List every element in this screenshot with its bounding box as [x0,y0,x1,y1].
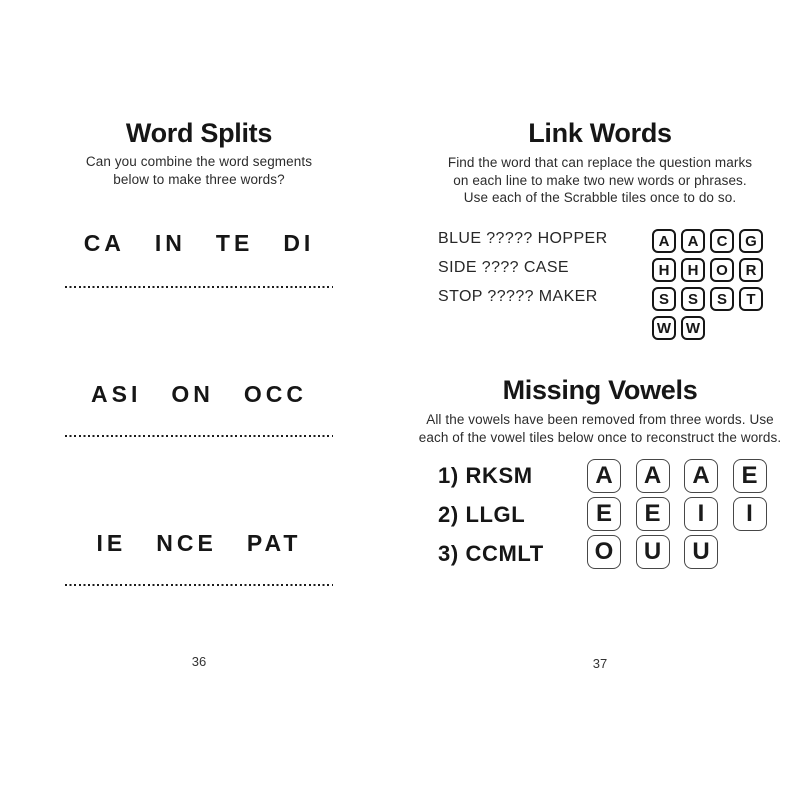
letter-tile-e: E [733,459,767,493]
instruction-line: Can you combine the word segments [85,154,313,169]
missing-vowels-instructions [415,411,785,446]
link-words-clue: STOP ????? MAKER [438,288,598,305]
tile-row [587,497,767,531]
word-segment: OCC [243,381,307,407]
word-segment: PAT [246,530,302,556]
word-segment: IN [154,230,186,256]
link-words-clues [438,230,648,317]
letter-tile-s: S [710,287,734,311]
missing-vowels-tile-grid [587,459,767,569]
letter-tile-e: E [587,497,621,531]
instruction-line: Find the word that can replace the question marks [447,155,753,170]
letter-tile-w: W [652,316,676,340]
word-splits-segments-row-3 [65,530,333,557]
answer-dotted-line [65,286,333,288]
missing-vowels-item: 1) RKSM [438,463,533,488]
word-segment: DI [283,230,315,256]
letter-tile-g: G [739,229,763,253]
link-words-instructions [418,154,782,207]
tile-row [587,535,767,569]
link-words-clue: SIDE ???? CASE [438,259,569,276]
letter-tile-o: O [710,258,734,282]
word-segment: TE [215,230,254,256]
instruction-line: below to make three words? [113,171,285,187]
word-segment: NCE [156,530,217,556]
tile-row [652,316,763,340]
letter-tile-a: A [636,459,670,493]
letter-tile-i: I [733,497,767,531]
answer-dotted-line [65,584,333,586]
letter-tile-i: I [684,497,718,531]
letter-tile-t: T [739,287,763,311]
instruction-line: each of the vowel tiles below once to reconstruct the words. [418,429,782,445]
letter-tile-s: S [681,287,705,311]
word-splits-instructions [55,153,343,188]
letter-tile-u: U [636,535,670,569]
letter-tile-w: W [681,316,705,340]
letter-tile-s: S [652,287,676,311]
tile-row [652,287,763,311]
answer-dotted-line [65,435,333,437]
letter-tile-u: U [684,535,718,569]
link-words-tile-grid [652,229,763,340]
instruction-line: on each line to make two new words or phrases. [453,172,747,188]
letter-tile-h: H [652,258,676,282]
missing-vowels-list [438,463,578,566]
right-page-number: 37 [592,656,608,671]
missing-vowels-title: Missing Vowels [502,375,698,405]
missing-vowels-item: 3) CCMLT [438,541,544,566]
letter-tile-a: A [652,229,676,253]
letter-tile-e: E [636,497,670,531]
letter-tile-c: C [710,229,734,253]
word-segment: CA [83,230,125,256]
tile-row [652,229,763,253]
letter-tile-o: O [587,535,621,569]
link-words-title: Link Words [528,118,672,148]
word-segment: ON [171,381,214,407]
word-splits-title: Word Splits [125,118,273,148]
word-segment: ASI [91,381,142,407]
left-page-number: 36 [191,654,207,669]
letter-tile-a: A [587,459,621,493]
missing-vowels-item: 2) LLGL [438,502,526,527]
tile-row [652,258,763,282]
letter-tile-a: A [681,229,705,253]
tile-row [587,459,767,493]
word-splits-segments-row-2 [65,381,333,408]
letter-tile-h: H [681,258,705,282]
word-splits-segments-row-1 [65,230,333,257]
letter-tile-r: R [739,258,763,282]
instruction-line: All the vowels have been removed from three words. Use [426,412,774,427]
link-words-clue: BLUE ????? HOPPER [438,230,608,247]
instruction-line: Use each of the Scrabble tiles once to do so. [463,190,737,205]
letter-tile-a: A [684,459,718,493]
word-segment: IE [96,530,127,556]
